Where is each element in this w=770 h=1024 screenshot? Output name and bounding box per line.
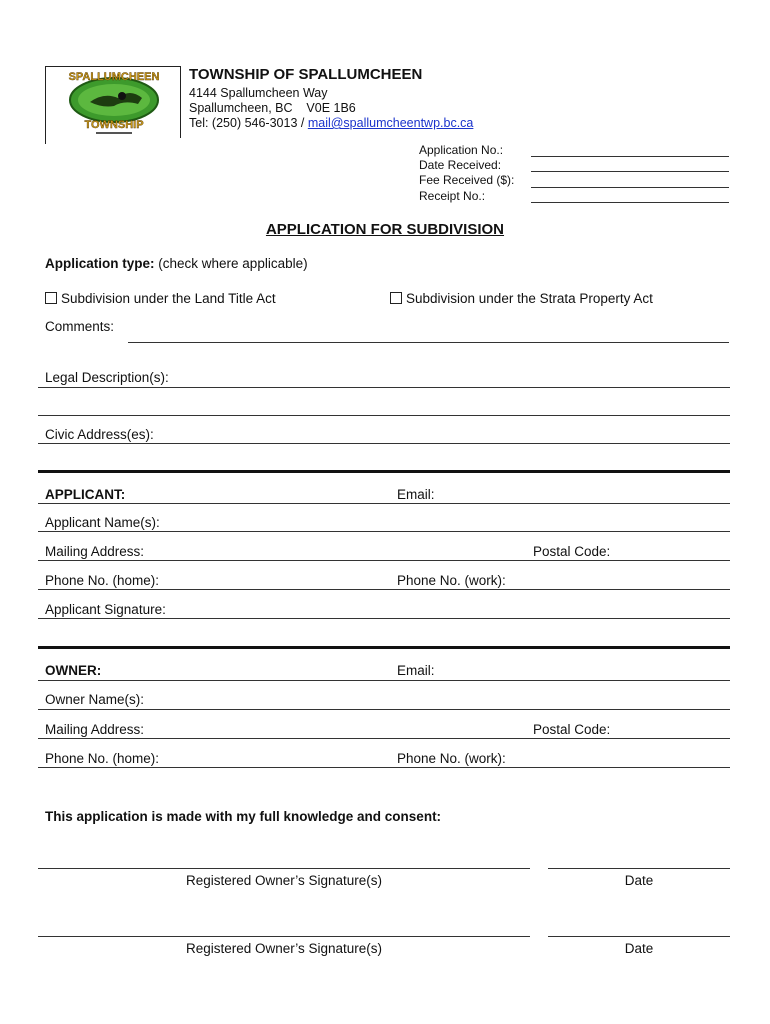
consent-text: This application is made with my full knowledge and consent: — [45, 809, 442, 824]
strata-checkbox[interactable] — [390, 292, 402, 304]
application-no-label: Application No.: — [419, 143, 504, 157]
land-title-checkbox[interactable] — [45, 292, 57, 304]
owner-email-label: Email: — [397, 663, 435, 678]
application-type-hint: (check where applicable) — [154, 256, 308, 271]
applicant-postal-label: Postal Code: — [533, 544, 611, 559]
applicant-mailing-label: Mailing Address: — [45, 544, 145, 559]
address-line-1: 4144 Spallumcheen Way — [189, 86, 328, 100]
receipt-no-field[interactable] — [531, 202, 729, 203]
org-name: TOWNSHIP OF SPALLUMCHEEN — [189, 66, 423, 83]
owner-names-field[interactable] — [38, 709, 730, 710]
date-field-2[interactable] — [548, 936, 730, 937]
date-received-label: Date Received: — [419, 158, 502, 172]
owner-signature-label-1: Registered Owner’s Signature(s) — [185, 873, 383, 888]
legal-description-field-1[interactable] — [38, 387, 730, 388]
land-title-label: Subdivision under the Land Title Act — [61, 291, 276, 306]
applicant-section-divider — [38, 470, 730, 473]
owner-mailing-label: Mailing Address: — [45, 722, 145, 737]
legal-description-label: Legal Description(s): — [45, 370, 169, 385]
owner-section-divider — [38, 646, 730, 649]
owner-names-label: Owner Name(s): — [45, 692, 145, 707]
applicant-signature-field[interactable] — [38, 618, 730, 619]
applicant-heading: APPLICANT: — [45, 487, 126, 502]
township-logo — [60, 68, 168, 140]
date-field-1[interactable] — [548, 868, 730, 869]
applicant-names-field[interactable] — [38, 531, 730, 532]
applicant-phone-field[interactable] — [38, 589, 730, 590]
application-type — [45, 256, 308, 272]
receipt-no-label: Receipt No.: — [419, 189, 486, 203]
owner-signature-field-2[interactable] — [38, 936, 530, 937]
applicant-names-label: Applicant Name(s): — [45, 515, 160, 530]
contact-line — [189, 116, 473, 131]
legal-description-field-2[interactable] — [38, 415, 730, 416]
applicant-signature-label: Applicant Signature: — [45, 602, 166, 617]
date-label-2: Date — [624, 941, 654, 956]
owner-phone-field[interactable] — [38, 767, 730, 768]
applicant-phone-home-label: Phone No. (home): — [45, 573, 160, 588]
civic-address-field[interactable] — [38, 443, 730, 444]
owner-heading: OWNER: — [45, 663, 102, 678]
applicant-mailing-field[interactable] — [38, 560, 730, 561]
logo-top-text: SPALLUMCHEEN — [68, 71, 160, 83]
applicant-email-field[interactable] — [38, 503, 730, 504]
applicant-phone-work-label: Phone No. (work): — [397, 573, 506, 588]
logo-bottom-text: TOWNSHIP — [84, 119, 144, 131]
date-label-1: Date — [624, 873, 654, 888]
comments-field[interactable] — [128, 342, 729, 343]
owner-phone-work-label: Phone No. (work): — [397, 751, 506, 766]
date-received-field[interactable] — [531, 171, 729, 172]
owner-email-field[interactable] — [38, 680, 730, 681]
fee-received-field[interactable] — [531, 187, 729, 188]
address-line-2: Spallumcheen, BC V0E 1B6 — [189, 101, 356, 115]
form-title: APPLICATION FOR SUBDIVISION — [265, 221, 505, 238]
owner-phone-home-label: Phone No. (home): — [45, 751, 160, 766]
header-divider — [180, 66, 181, 138]
fee-received-label: Fee Received ($): — [419, 173, 515, 187]
option-land-title[interactable] — [45, 291, 276, 307]
owner-postal-label: Postal Code: — [533, 722, 611, 737]
applicant-email-label: Email: — [397, 487, 435, 502]
email-link[interactable]: mail@spallumcheentwp.bc.ca — [307, 116, 474, 130]
strata-label: Subdivision under the Strata Property Act — [406, 291, 653, 306]
application-no-field[interactable] — [531, 156, 729, 157]
owner-signature-field-1[interactable] — [38, 868, 530, 869]
owner-signature-label-2: Registered Owner’s Signature(s) — [185, 941, 383, 956]
option-strata[interactable] — [390, 291, 653, 307]
comments-label: Comments: — [45, 319, 115, 334]
civic-address-label: Civic Address(es): — [45, 427, 154, 442]
owner-mailing-field[interactable] — [38, 738, 730, 739]
application-type-label: Application type: — [45, 256, 155, 271]
tel-text: Tel: (250) 546-3013 / — [189, 116, 308, 130]
